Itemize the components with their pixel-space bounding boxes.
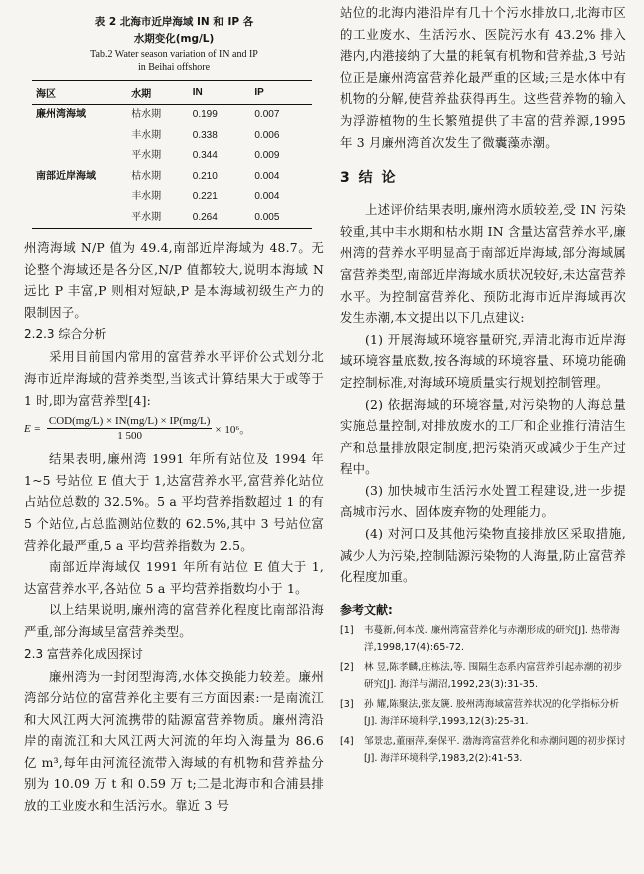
paragraph-south-coast: 南部近岸海域仅 1991 年所有站位 E 值大于 1,达富营养水平,各站位 5 a 平均营养指数均小于 1。 [24,559,324,596]
cell-area [32,146,127,167]
table-row [32,187,312,208]
cell-ip: 0.004 [254,170,280,182]
reference-item [340,696,626,731]
reference-text: 孙 耀,陈聚法,张友篪. 胶州湾海域富营养状况的化学指标分析[J]. 海洋环境科学,1993,12(3):25-31. [364,698,620,728]
paragraph-results: 结果表明,廉州湾 1991 年所有站位及 1994 年 1~5 号站位 E 值大于 1,达富营养水平,富营养化站位占站位总数的 32.5%。5 a 平均营养指数超过 1 的有 5 个站位,占总监测站位数的 62.5%,其中 3 号站位富营养化最严重,5 a 平均营养指数为 2.5。 [24,451,324,553]
cell-ip: 0.005 [250,208,312,229]
formula-factor: × 10⁶。 [215,423,251,436]
formula-fraction [47,415,213,442]
cell-ip: 0.007 [254,109,280,120]
header-area: 海区 [32,81,127,105]
cell-season: 平水期 [127,208,189,229]
cell-season: 丰水期 [131,129,162,141]
table-row [32,105,312,126]
formula-numerator: COD(mg/L) × IN(mg/L) × IP(mg/L) [48,415,211,428]
paragraph-conclusion: 上述评价结果表明,廉州湾水质较差,受 IN 污染较重,其中丰水期和枯水期 IN 含量达富营养水平,廉州湾的营养水平明显高于南部近岸海域,部分海域属富营养类型,南部近岸海域水质状况较好,未达富营养水平。为控制富营养化、预防北海市近岸海域再次发生赤潮,本文提出以下几点建议: [340,202,626,326]
cell-in: 0.210 [192,170,218,182]
paragraph-np-ratio: 州湾海域 N/P 值为 49.4,南部近岸海域为 48.7。无论整个海域还是各分区,N/P 值都较大,说明本海域 N 远比 P 丰富,P 则相对短缺,P 是本海域初级生产力的限制因子。 [24,240,324,320]
table-row [32,208,312,229]
cell-in: 0.264 [189,208,251,229]
paragraph-causes-continued: 站位的北海内港沿岸有几十个污水排放口,北海市区的工业废水、生活污水、医院污水有 43.2% 排入港内,内港接纳了大量的耗氧有机物和营养盐,3 号站位正是廉州湾富营养化最严重的区域;三是水体中有机物的分解,使营养盐获得再生。这些营养物的输入为浮游植物的生长繁殖提供了丰富的营养源,1995 年 3 月廉州湾首次发生了微囊藻赤潮。 [340,5,626,150]
right-column [340,0,626,768]
eutrophication-formula [24,415,324,442]
table-caption-zh: 表 2 北海市近岸海域 IN 和 IP 各 [94,16,254,28]
formula-denominator: 1 500 [117,430,143,443]
table-row [32,126,312,147]
cell-area [32,208,127,229]
reference-number: [4] [340,735,354,747]
suggestion-3: (3) 加快城市生活污水处置工程建设,进一步提高城市污水、固体废弃物的处理能力。 [340,482,626,520]
cell-ip: 0.004 [254,191,280,202]
reference-item [340,622,626,657]
cell-area: 廉州湾海域 [36,109,86,120]
cell-ip: 0.006 [254,129,280,141]
paragraph-method: 采用目前国内常用的富营养水平评价公式划分北海市近岸海域的营养类型,当该式计算结果大于或等于 1 时,即为富营养型[4]: [24,349,324,408]
formula-lhs: E = [24,422,41,435]
cell-in: 0.338 [192,129,218,141]
reference-text: 邹景忠,董丽萍,秦保平. 渤海湾富营养化和赤潮问题的初步探讨[J]. 海洋环境科学,1983,2(2):41-53. [364,735,626,765]
cell-in: 0.221 [192,191,218,202]
cell-in: 0.199 [192,109,218,120]
suggestion-1: (1) 开展海域环境容量研究,弄清北海市近岸海域环境容量底数,按各海域的环境容量、环境功能确定控制标准,对海域环境质量实行规划控制管理。 [340,331,626,390]
table-row [32,167,312,188]
reference-item [340,733,626,768]
references-heading: 参考文献: [340,602,393,617]
paragraph-causes: 廉州湾为一封闭型海湾,水体交换能力较差。廉州湾部分站位的富营养化主要有三方面因素:一是南流江和大风江两大河流携带的陆源富营养物质。廉州湾沿岸的南流江和大风江两大河流的年均入海量为 86.6 亿 m³,每年由河流径流带入海域的有机物和营养盐分别为 10.09 万 t 和 0.59 万 t;二是北海市和合浦县排放的工业废水和生活污水。靠近 3 号 [24,668,324,814]
suggestion-2: (2) 依据海域的环境容量,对污染物的人海总量实施总量控制,对排放废水的工厂和企业推行清洁生产和总量排放限定制度,把污染消灭或减少于生产过程中。 [340,396,626,477]
header-in: IN [189,81,251,105]
reference-text: 韦蔓新,何本茂. 廉州湾富营养化与赤潮形成的研究[J]. 热带海洋,1998,17(4):65-72. [364,624,620,654]
subsection-heading-2-3: 2.3 富营养化成因探讨 [24,646,143,661]
table-caption-en: Tab.2 Water season variation of IN and IP [90,49,258,60]
paragraph-conclusion-short: 以上结果说明,廉州湾的富营养化程度比南部沿海严重,部分海域呈富营养类型。 [24,602,324,639]
reference-number: [1] [340,624,354,636]
cell-season: 丰水期 [131,191,162,202]
suggestion-4: (4) 对河口及其他污染物直接排放区采取措施,减少人为污染,控制陆源污染物的人海量,防止富营养化程度加重。 [340,526,626,585]
table-row [32,146,312,167]
header-ip: IP [250,81,312,105]
section-heading-conclusion: 3 结 论 [340,170,398,187]
left-column [24,0,324,817]
water-season-table [32,80,312,229]
reference-number: [2] [340,661,354,673]
table-caption-zh-line2: 水期变化(mg/L) [133,33,215,45]
cell-season: 平水期 [131,150,162,161]
header-season: 水期 [127,81,189,105]
cell-ip: 0.009 [254,150,280,161]
reference-item [340,659,626,694]
cell-area [32,126,127,147]
cell-in: 0.344 [192,150,218,161]
cell-season: 枯水期 [131,109,162,120]
cell-area: 南部近岸海域 [36,170,96,182]
cell-season: 枯水期 [131,170,162,182]
cell-area [32,187,127,208]
reference-text: 林 昱,陈孝麟,庄栋法,等. 围隔生态系内富营养引起赤潮的初步研究[J]. 海洋与湖沼,1992,23(3):31-35. [364,661,623,691]
subsection-heading-2-2-3: 2.2.3 综合分析 [24,327,107,342]
table-caption-en-line2: in Beihai offshore [137,62,211,73]
table-header-row [32,81,312,105]
reference-number: [3] [340,698,354,710]
